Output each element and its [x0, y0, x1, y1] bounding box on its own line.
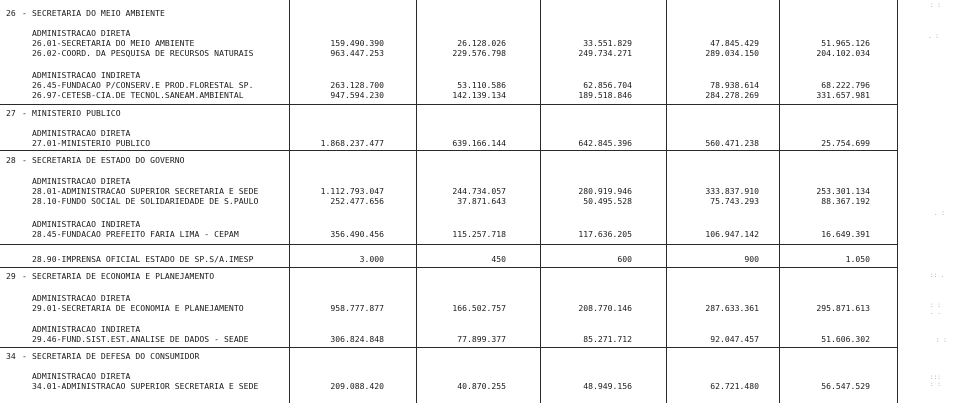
table-cell-value: 53.110.586 [457, 80, 506, 90]
table-cell-value: 252.477.656 [330, 196, 384, 206]
group-heading: ADMINISTRACAO DIRETA [32, 371, 131, 381]
scan-noise: : : . . [930, 302, 941, 316]
group-heading: ADMINISTRACAO DIRETA [32, 176, 131, 186]
table-cell-value: 159.490.390 [330, 38, 384, 48]
table-cell-value: 189.518.846 [578, 90, 632, 100]
group-heading: ADMINISTRACAO INDIRETA [32, 219, 141, 229]
table-cell-value: 1.868.237.477 [320, 138, 384, 148]
scan-noise: :: . [930, 272, 945, 279]
table-cell-value: 450 [491, 254, 506, 264]
table-cell-value: 25.754.699 [821, 138, 870, 148]
row-separator [0, 104, 898, 105]
section-code: 28 [6, 155, 16, 165]
table-cell-value: 115.257.718 [452, 229, 506, 239]
table-cell-value: 284.278.269 [705, 90, 759, 100]
table-cell-value: 3.000 [359, 254, 384, 264]
table-cell-value: 1.050 [845, 254, 870, 264]
table-cell-value: 600 [617, 254, 632, 264]
table-row-label: 34.01-ADMINISTRACAO SUPERIOR SECRETARIA E SEDE [32, 381, 259, 391]
table-cell-value: 280.919.946 [578, 186, 632, 196]
table-cell-value: 209.088.420 [330, 381, 384, 391]
table-cell-value: 356.490.456 [330, 229, 384, 239]
scan-noise: : : [930, 2, 941, 9]
section-title-dash: - [22, 108, 27, 118]
table-cell-value: 963.447.253 [330, 48, 384, 58]
table-cell-value: 75.743.293 [710, 196, 759, 206]
table-cell-value: 244.734.057 [452, 186, 506, 196]
table-row-label: 29.01-SECRETARIA DE ECONOMIA E PLANEJAMENTO [32, 303, 244, 313]
table-cell-value: 50.495.528 [583, 196, 632, 206]
table-cell-value: 26.128.026 [457, 38, 506, 48]
table-cell-value: 263.128.700 [330, 80, 384, 90]
section-title-dash: - [22, 8, 27, 18]
group-heading: ADMINISTRACAO DIRETA [32, 28, 131, 38]
table-cell-value: 68.222.796 [821, 80, 870, 90]
table-cell-value: 77.899.377 [457, 334, 506, 344]
table-cell-value: 51.606.302 [821, 334, 870, 344]
table-cell-value: 958.777.877 [330, 303, 384, 313]
table-cell-value: 166.502.757 [452, 303, 506, 313]
table-row-label: 28.90-IMPRENSA OFICIAL ESTADO DE SP.S/A.IMESP [32, 254, 254, 264]
table-cell-value: 51.965.126 [821, 38, 870, 48]
table-cell-value: 48.949.156 [583, 381, 632, 391]
table-cell-value: 204.102.034 [816, 48, 870, 58]
section-title-dash: - [22, 271, 27, 281]
table-cell-value: 85.271.712 [583, 334, 632, 344]
column-rule-5 [897, 0, 898, 403]
table-row-label: 28.10-FUNDO SOCIAL DE SOLIDARIEDADE DE S.PAULO [32, 196, 259, 206]
table-cell-value: 78.938.614 [710, 80, 759, 90]
group-heading: ADMINISTRACAO INDIRETA [32, 324, 141, 334]
table-cell-value: 1.112.793.047 [320, 186, 384, 196]
table-cell-value: 62.856.704 [583, 80, 632, 90]
section-title: SECRETARIA DE DEFESA DO CONSUMIDOR [32, 351, 200, 361]
table-row-label: 26.02-COORD. DA PESQUISA DE RECURSOS NATURAIS [32, 48, 254, 58]
table-cell-value: 40.870.255 [457, 381, 506, 391]
row-separator [0, 267, 898, 268]
table-cell-value: 106.947.142 [705, 229, 759, 239]
table-cell-value: 289.034.150 [705, 48, 759, 58]
table-cell-value: 295.871.613 [816, 303, 870, 313]
table-cell-value: 287.633.361 [705, 303, 759, 313]
table-cell-value: 33.551.829 [583, 38, 632, 48]
table-cell-value: 560.471.238 [705, 138, 759, 148]
table-cell-value: 331.657.981 [816, 90, 870, 100]
group-heading: ADMINISTRACAO DIRETA [32, 128, 131, 138]
table-row-label: 27.01-MINISTERIO PUBLICO [32, 138, 151, 148]
group-heading: ADMINISTRACAO DIRETA [32, 293, 131, 303]
table-cell-value: 229.576.798 [452, 48, 506, 58]
section-title: SECRETARIA DE ESTADO DO GOVERNO [32, 155, 185, 165]
section-title: SECRETARIA DE ECONOMIA E PLANEJAMENTO [32, 271, 215, 281]
table-row-label: 26.01-SECRETARIA DO MEIO AMBIENTE [32, 38, 195, 48]
section-title: MINISTERIO PUBLICO [32, 108, 121, 118]
scan-noise: ::: : : [930, 374, 941, 388]
table-cell-value: 117.636.205 [578, 229, 632, 239]
section-title-dash: - [22, 155, 27, 165]
table-row-label: 28.01-ADMINISTRACAO SUPERIOR SECRETARIA E SEDE [32, 186, 259, 196]
section-code: 26 [6, 8, 16, 18]
table-cell-value: 16.649.391 [821, 229, 870, 239]
table-cell-value: 92.047.457 [710, 334, 759, 344]
table-cell-value: 639.166.144 [452, 138, 506, 148]
table-cell-value: 56.547.529 [821, 381, 870, 391]
table-cell-value: 62.721.480 [710, 381, 759, 391]
section-title: SECRETARIA DO MEIO AMBIENTE [32, 8, 165, 18]
row-separator [0, 347, 898, 348]
table-row-label: 26.45-FUNDACAO P/CONSERV.E PROD.FLORESTAL SP. [32, 80, 254, 90]
table-row-label: 29.46-FUND.SIST.EST.ANALISE DE DADOS - SEADE [32, 334, 249, 344]
table-cell-value: 37.871.643 [457, 196, 506, 206]
section-code: 29 [6, 271, 16, 281]
table-cell-value: 142.139.134 [452, 90, 506, 100]
section-title-dash: - [22, 351, 27, 361]
row-separator [0, 244, 898, 245]
section-code: 27 [6, 108, 16, 118]
table-cell-value: 306.824.848 [330, 334, 384, 344]
table-row-label: 26.97-CETESB-CIA.DE TECNOL.SANEAM.AMBIENTAL [32, 90, 244, 100]
table-cell-value: 47.845.429 [710, 38, 759, 48]
table-cell-value: 947.594.230 [330, 90, 384, 100]
table-cell-value: 642.845.396 [578, 138, 632, 148]
table-cell-value: 249.734.271 [578, 48, 632, 58]
table-cell-value: 253.301.134 [816, 186, 870, 196]
table-cell-value: 88.367.192 [821, 196, 870, 206]
group-heading: ADMINISTRACAO INDIRETA [32, 70, 141, 80]
scan-noise: . : [934, 210, 945, 217]
table-cell-value: 333.837.910 [705, 186, 759, 196]
row-separator [0, 150, 898, 151]
scan-noise: : : [936, 337, 947, 344]
section-code: 34 [6, 351, 16, 361]
scan-noise: . : [928, 33, 939, 40]
table-cell-value: 900 [744, 254, 759, 264]
table-row-label: 28.45-FUNDACAO PREFEITO FARIA LIMA - CEPAM [32, 229, 239, 239]
table-cell-value: 208.770.146 [578, 303, 632, 313]
